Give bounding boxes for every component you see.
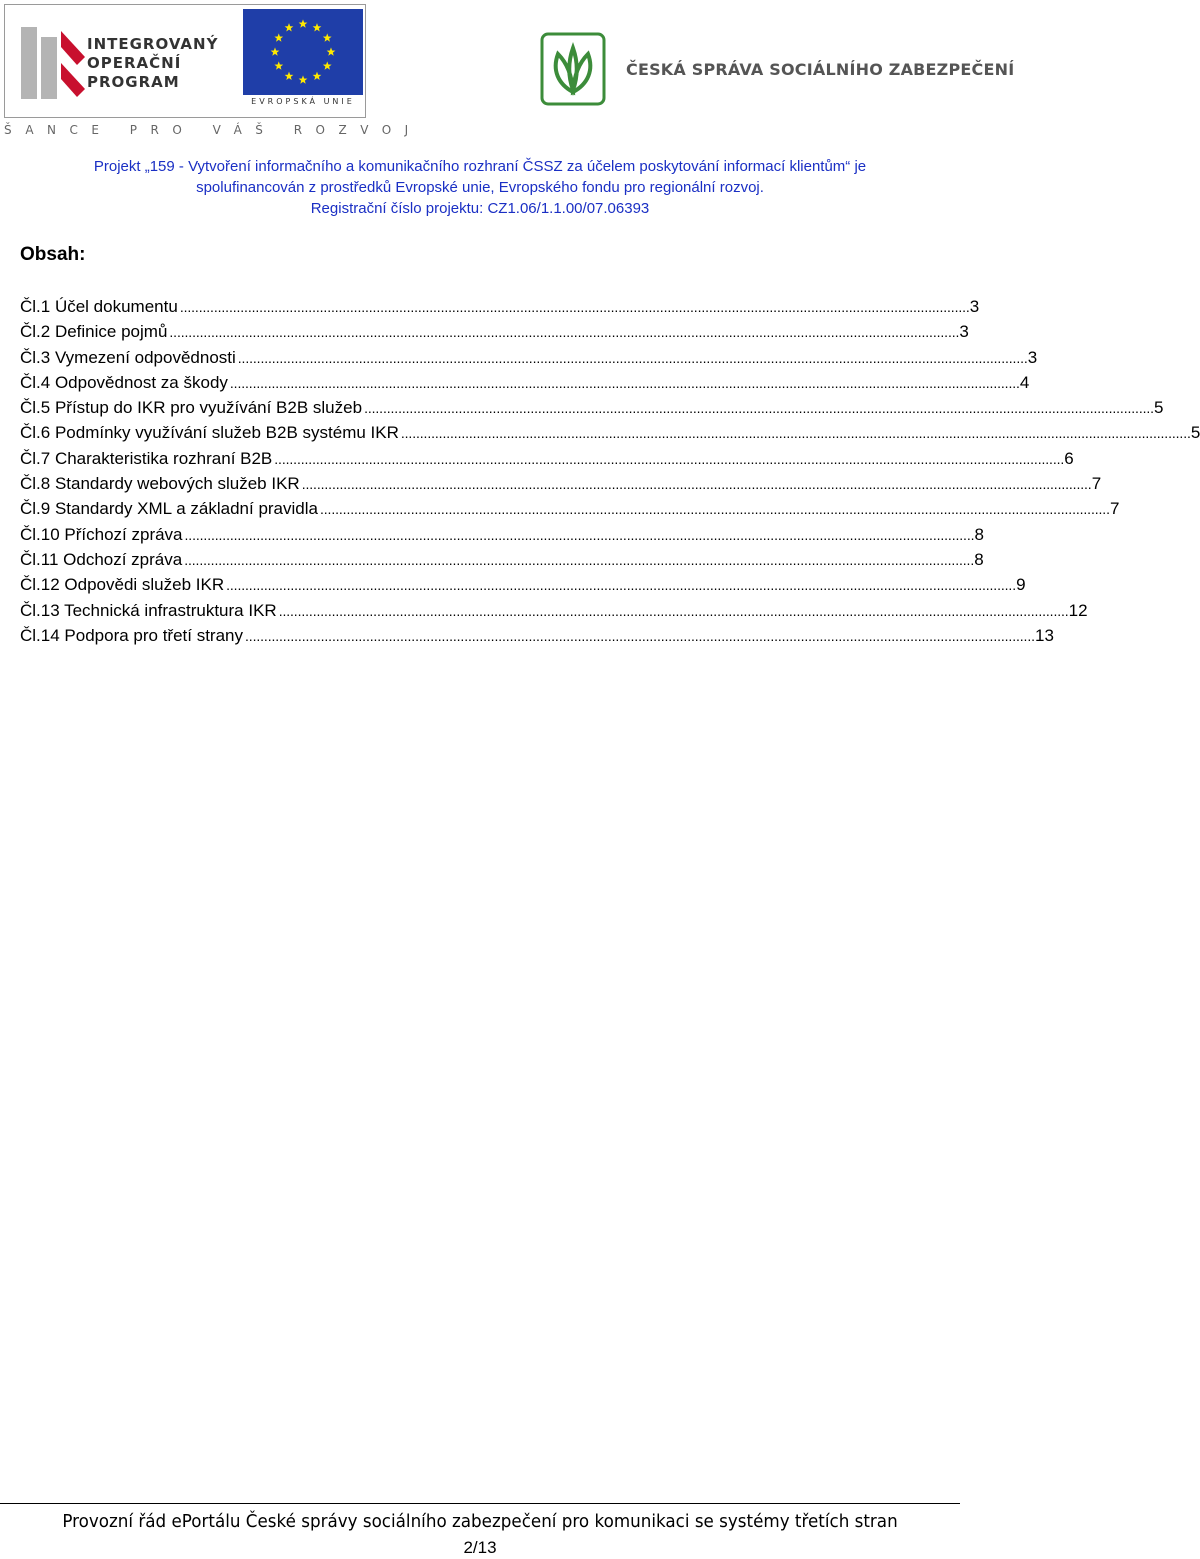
toc-entry-label: Čl.2 Definice pojmů — [20, 322, 168, 342]
project-line: spolufinancován z prostředků Evropské unie, Evropského fondu pro regionální rozvoj. — [196, 179, 764, 196]
toc-entry[interactable] — [20, 319, 969, 344]
toc-entry-label: Čl.9 Standardy XML a základní pravidla — [20, 499, 318, 519]
toc-entry-page: 4 — [1019, 372, 1030, 392]
iop-title-line: INTEGROVANÝ — [87, 35, 219, 53]
toc-leader-dots — [279, 598, 1067, 624]
toc-entry[interactable] — [20, 294, 980, 319]
toc-entry-label: Čl.8 Standardy webových služeb IKR — [20, 474, 300, 494]
toc-entry-label: Čl.6 Podmínky využívání služeb B2B systému IKR — [20, 423, 399, 443]
toc-leader-dots — [320, 496, 1108, 522]
project-line: Projekt „159 - Vytvoření informačního a komunikačního rozhraní ČSSZ za účelem poskytování informací klientům“ je — [93, 158, 867, 175]
iop-title — [87, 35, 227, 92]
toc-leader-dots — [364, 395, 1152, 421]
toc-entry-label: Čl.5 Přístup do IKR pro využívání B2B služeb — [20, 398, 363, 418]
toc-entry-page: 9 — [1016, 575, 1026, 595]
toc-leader-dots — [184, 547, 972, 573]
footer-divider — [0, 1503, 960, 1504]
toc-entry[interactable] — [20, 598, 1088, 623]
toc-entry-page: 5 — [1190, 423, 1200, 443]
toc-leader-dots — [302, 471, 1090, 497]
toc-entry[interactable] — [20, 446, 1074, 471]
toc-entry[interactable] — [20, 496, 1120, 521]
table-of-contents — [20, 294, 1200, 648]
toc-entry-page: 13 — [1035, 625, 1054, 645]
toc-entry-page: 3 — [1027, 347, 1038, 367]
project-info — [40, 156, 920, 219]
toc-entry[interactable] — [20, 345, 1038, 370]
toc-entry[interactable] — [20, 420, 1200, 445]
slogan: ŠANCE PRO VÁŠ ROZVOJ — [4, 123, 422, 137]
toc-entry-label: Čl.7 Charakteristika rozhraní B2B — [20, 448, 273, 468]
toc-entry-page: 6 — [1064, 448, 1074, 468]
toc-leader-dots — [401, 420, 1189, 446]
toc-leader-dots — [226, 572, 1014, 598]
toc-entry-page: 5 — [1154, 398, 1164, 418]
toc-entry-page: 3 — [969, 297, 980, 316]
toc-entry-page: 8 — [974, 549, 984, 569]
toc-entry-label: Čl.10 Příchozí zpráva — [20, 524, 183, 544]
iop-logo — [4, 4, 366, 118]
toc-entry[interactable] — [20, 547, 984, 572]
toc-entry-label: Čl.3 Vymezení odpovědnosti — [20, 347, 236, 367]
toc-entry-label: Čl.4 Odpovědnost za škody — [20, 372, 228, 392]
toc-leader-dots — [169, 319, 957, 345]
cssz-leaf-logo-icon — [540, 32, 606, 106]
toc-entry-label: Čl.14 Podpora pro třetí strany — [20, 625, 244, 645]
toc-entry-label: Čl.1 Účel dokumentu — [20, 297, 178, 316]
toc-entry[interactable] — [20, 623, 1054, 648]
toc-entry-page: 12 — [1068, 600, 1088, 620]
toc-leader-dots — [185, 522, 973, 548]
toc-entry[interactable] — [20, 471, 1102, 496]
page-number: 2/13 — [463, 1538, 497, 1557]
iop-emblem-icon — [21, 27, 85, 99]
toc-entry-page: 8 — [974, 524, 984, 544]
toc-entry-label: Čl.13 Technická infrastruktura IKR — [20, 600, 277, 620]
toc-entry[interactable] — [20, 572, 1026, 597]
project-registration: Registrační číslo projektu: CZ1.06/1.1.00/07.06393 — [310, 200, 650, 217]
toc-entry[interactable] — [20, 395, 1164, 420]
toc-leader-dots — [245, 623, 1033, 649]
contents-heading: Obsah: — [20, 244, 86, 265]
toc-entry-label: Čl.11 Odchozí zpráva — [20, 549, 183, 569]
cssz-name: ČESKÁ SPRÁVA SOCIÁLNÍHO ZABEZPEČENÍ — [626, 60, 1015, 79]
toc-entry-page: 3 — [959, 322, 969, 342]
footer-title: Provozní řád ePortálu České správy sociálního zabezpečení pro komunikaci se systémy třetích stran — [62, 1511, 898, 1532]
toc-entry-label: Čl.12 Odpovědi služeb IKR — [20, 575, 225, 595]
toc-leader-dots — [230, 370, 1018, 396]
toc-leader-dots — [180, 294, 968, 320]
toc-entry-page: 7 — [1091, 474, 1102, 494]
toc-leader-dots — [238, 345, 1026, 371]
toc-entry-page: 7 — [1109, 499, 1120, 519]
iop-title-line: PROGRAM — [87, 73, 180, 91]
iop-title-line: OPERAČNÍ — [87, 54, 182, 72]
eu-label: EVROPSKÁ UNIE — [251, 97, 355, 106]
toc-entry[interactable] — [20, 370, 1030, 395]
toc-leader-dots — [274, 446, 1062, 472]
eu-flag-icon — [243, 9, 363, 95]
toc-entry[interactable] — [20, 522, 984, 547]
